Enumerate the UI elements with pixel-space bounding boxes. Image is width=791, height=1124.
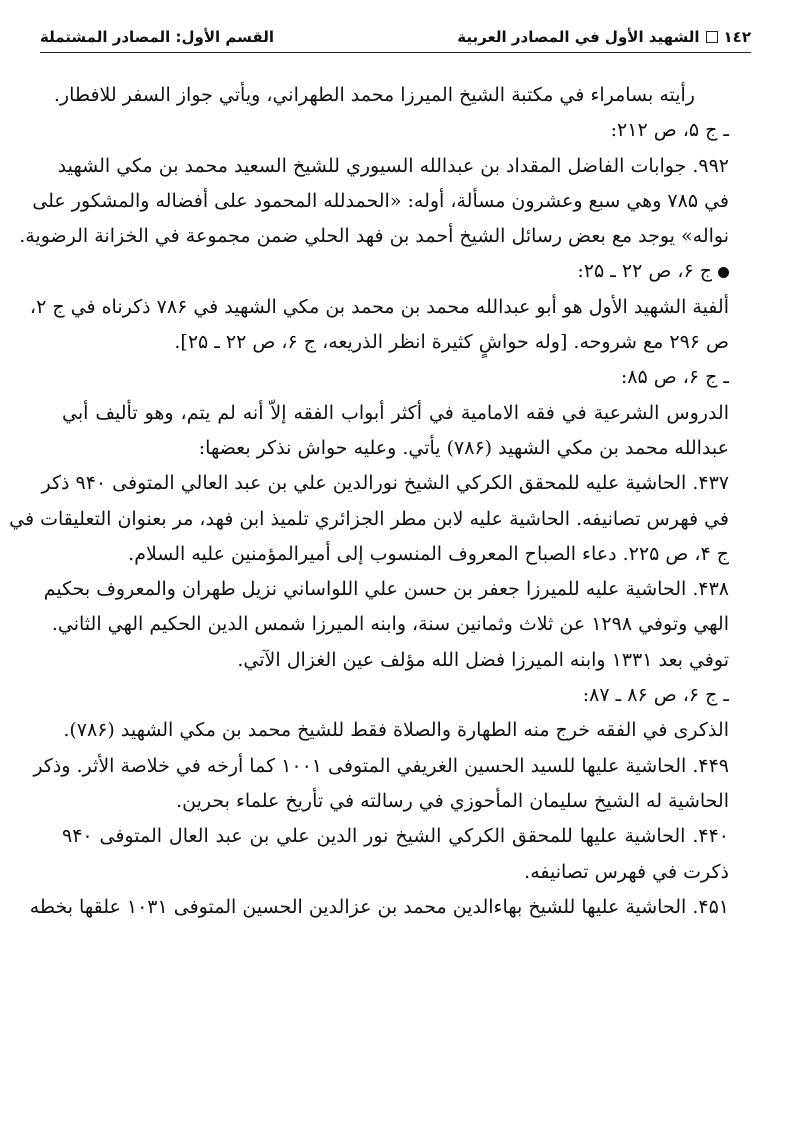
volume-reference: ج ۶، ص ۲۲ ـ ۲۵: — [62, 254, 729, 289]
section-title: القسم الأول: المصادر المشتملة — [40, 28, 274, 46]
volume-reference: ـ ج ۶، ص ۸۵: — [620, 366, 729, 389]
text-line: الدروس الشرعية في فقه الامامية في أكثر أبواب الفقه إلاّ أنه لم يتم، وهو تأليف أبي — [62, 401, 729, 424]
text-line: ص ۲۹۶ مع شروحه. [وله حواشٍ كثيرة انظر الذريعه، ج ۶، ص ۲۲ ـ ۲۵]. — [174, 331, 729, 354]
text-line: نواله» يوجد مع بعض رسائل الشيخ أحمد بن فهد الحلي ضمن مجموعة في الخزانة الرضوية. — [19, 225, 729, 248]
text-line: رأيته بسامراء في مكتبة الشيخ الميرزا محمد الطهراني، ويأتي جواز السفر للافطار. — [53, 84, 695, 106]
square-icon — [706, 31, 718, 43]
text-line: ۴۵۱. الحاشية عليها للشيخ بهاءالدين محمد بن عزالدين الحسين المتوفى ۱۰۳۱ علقها بخطه — [29, 895, 729, 918]
page-number: ١٤٢ — [723, 28, 751, 46]
text-line: في فهرس تصانيفه. الحاشية عليه لابن مطر الجزائري تلميذ ابن فهد، مر بعنوان التعليقات في — [9, 507, 729, 530]
text-line: الذكرى في الفقه خرج منه الطهارة والصلاة فقط للشيخ محمد بن مكي الشهيد (۷۸۶). — [63, 719, 729, 742]
text-line: ذكرت في فهرس تصانيفه. — [524, 860, 729, 883]
text-line: ۹۹۲. جوابات الفاضل المقداد بن عبدالله السيوري للشيخ السعيد محمد بن مكي الشهيد — [57, 154, 729, 177]
text-line: ج ۴، ص ۲۲۵. دعاء الصباح المعروف المنسوب إلى أميرالمؤمنين عليه السلام. — [128, 542, 729, 565]
text-line: ۴۴۰. الحاشية عليها للمحقق الكركي الشيخ نور الدين علي بن عبد العال المتوفى ۹۴۰ — [62, 825, 729, 848]
header-right — [457, 28, 751, 46]
text-line: في ۷۸۵ وهي سبع وعشرون مسألة، أوله: «الحمدلله المحمود على أفضاله والمشكور على — [32, 189, 729, 212]
running-header — [40, 22, 751, 53]
text-line: الحاشية له الشيخ سليمان المأحوزي في رسالته في تأريخ علماء بحرين. — [176, 789, 729, 812]
text-line: الهي وتوفي ۱۲۹۸ عن ثلاث وثمانين سنة، وابنه الميرزا شمس الدين الحكيم الهي الثاني. — [51, 613, 729, 636]
text-line: ۴۴۹. الحاشية عليها للسيد الحسين الغريفي المتوفى ۱۰۰۱ كما أرخه في خلاصة الأثر. وذكر — [33, 754, 729, 777]
text-line: عبدالله محمد بن مكي الشهيد (۷۸۶) يأتي. وعليه حواش نذكر بعضها: — [198, 436, 729, 459]
book-title: الشهيد الأول في المصادر العربية — [457, 28, 700, 46]
volume-reference: ـ ج ۶، ص ۸۶ ـ ۸۷: — [582, 684, 729, 707]
text-line: توفي بعد ۱۳۳۱ وابنه الميرزا فضل الله مؤلف عين الغزال الآتي. — [237, 648, 729, 671]
bullet-icon — [718, 267, 729, 278]
volume-reference: ـ ج ۵، ص ۲۱۲: — [610, 119, 729, 142]
text-line: ۴۳۷. الحاشية عليه للمحقق الكركي الشيخ نورالدين علي بن عبد العالي المتوفى ۹۴۰ ذكر — [41, 472, 729, 495]
body-text — [9, 78, 729, 925]
text-line: ۴۳۸. الحاشية عليه للميرزا جعفر بن حسن علي اللواساني نزيل طهران والمعروف بحكيم — [43, 578, 729, 601]
text-line: ألفية الشهيد الأول هو أبو عبدالله محمد بن محمد بن مكي الشهيد في ۷۸۶ ذكرناه في ج ۲، — [29, 295, 729, 318]
